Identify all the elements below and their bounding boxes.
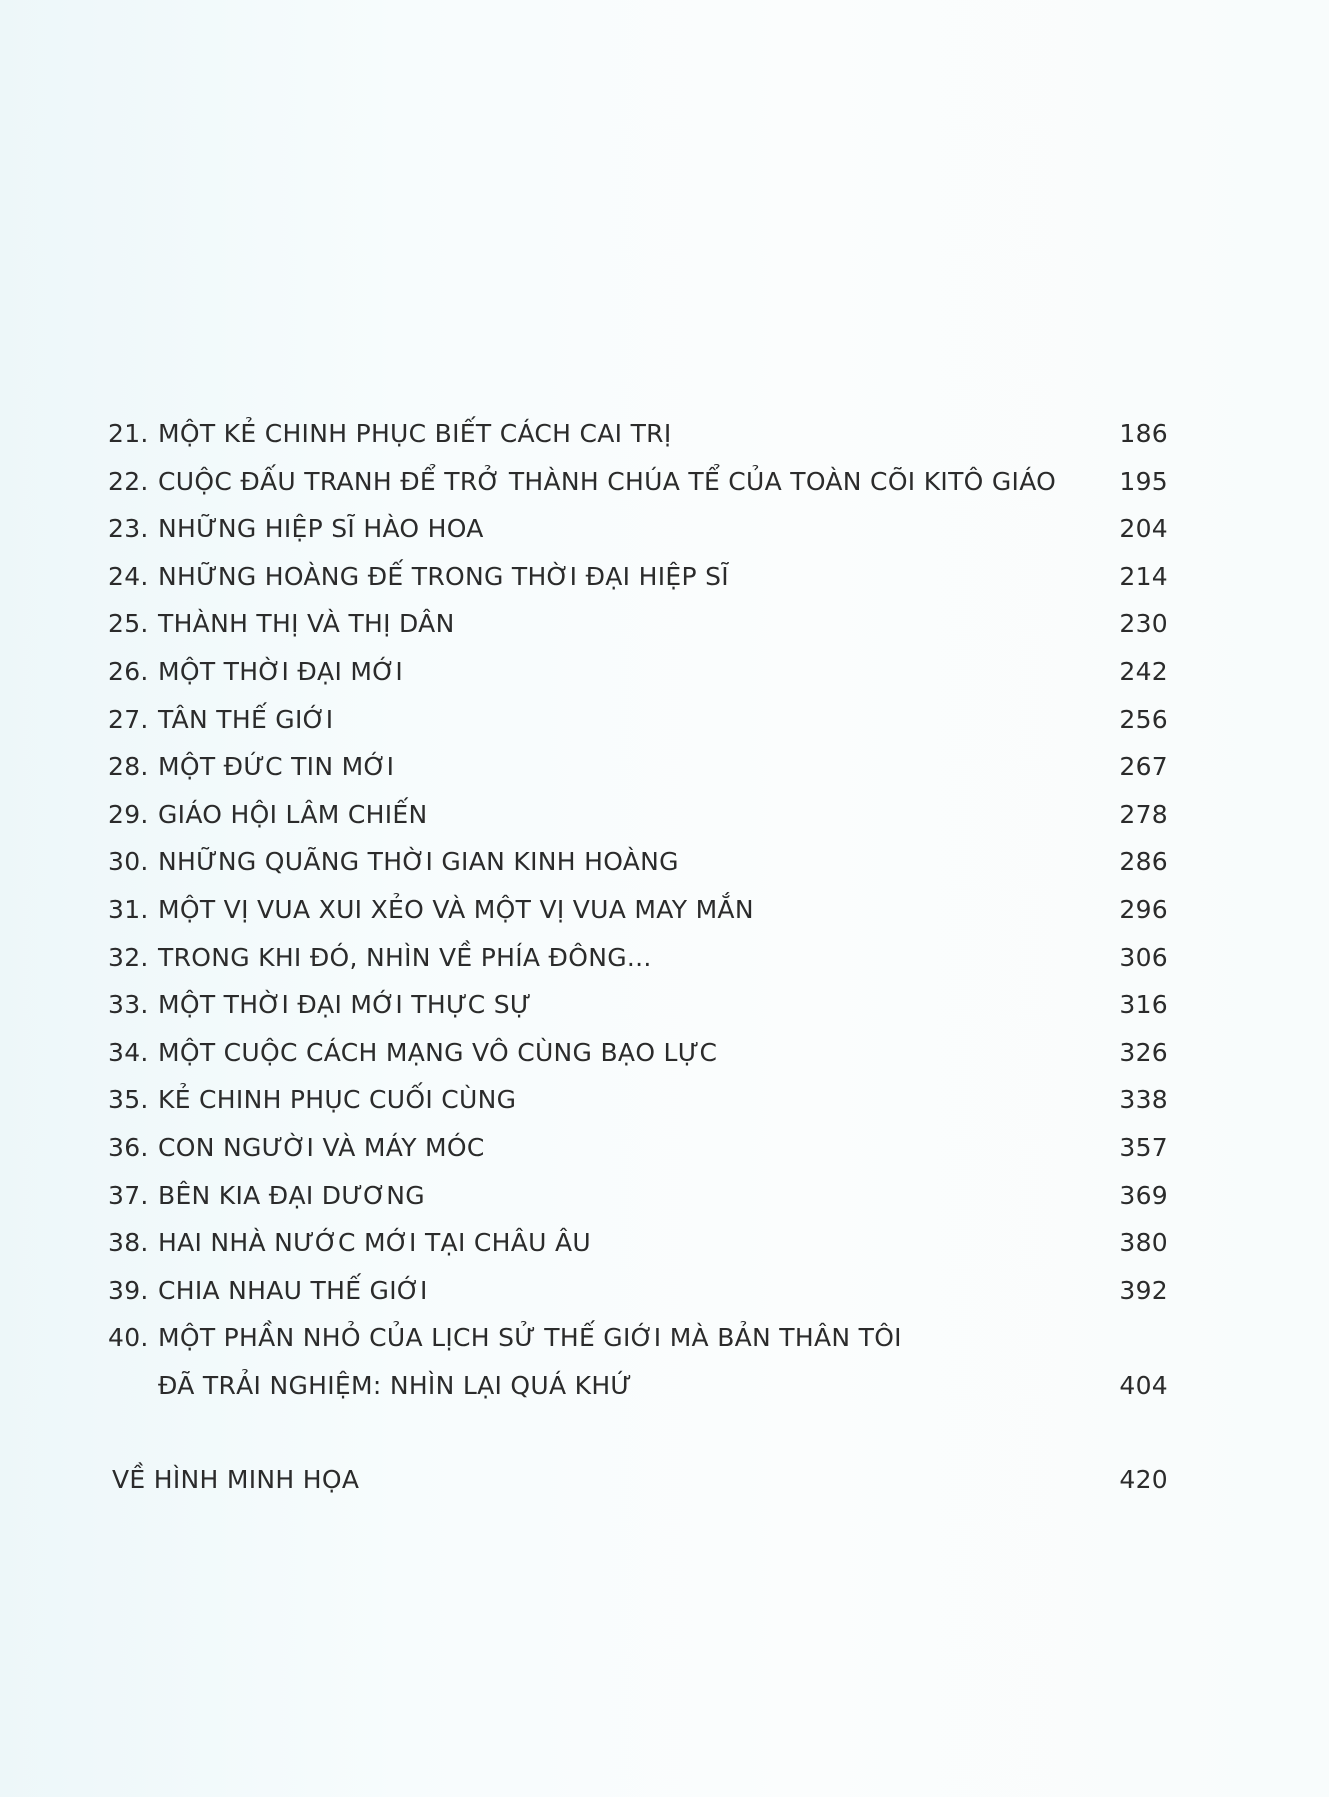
page-number: 242	[1119, 656, 1168, 686]
page-number: 186	[1119, 419, 1168, 448]
chapter-number: 27.	[108, 704, 149, 734]
chapter-title	[158, 1314, 902, 1409]
chapter-number: 35.	[108, 1085, 149, 1115]
chapter-number: 36.	[108, 1132, 149, 1162]
chapter-number: 21.	[108, 419, 149, 448]
table-of-contents	[108, 410, 1168, 1409]
chapter-title: TRONG KHI ĐÓ, NHÌN VỀ PHÍA ĐÔNG...	[158, 942, 652, 972]
page-number: 267	[1119, 752, 1168, 782]
toc-entry	[108, 791, 1168, 839]
toc-entry	[108, 410, 1168, 458]
page-number: 404	[1119, 1370, 1168, 1400]
toc-entry	[108, 1029, 1168, 1077]
chapter-title: BÊN KIA ĐẠI DƯƠNG	[158, 1180, 425, 1210]
toc-entry	[108, 886, 1168, 934]
toc-entry	[108, 1314, 1168, 1409]
chapter-title: KẺ CHINH PHỤC CUỐI CÙNG	[158, 1085, 517, 1115]
page-number: 392	[1119, 1275, 1168, 1305]
toc-entry	[108, 838, 1168, 886]
chapter-title: NHỮNG HOÀNG ĐẾ TRONG THỜI ĐẠI HIỆP SĨ	[158, 561, 729, 591]
chapter-title: CUỘC ĐẤU TRANH ĐỂ TRỞ THÀNH CHÚA TỂ CỦA TOÀN CÕI KITÔ GIÁO	[158, 466, 1057, 496]
chapter-title: CON NGƯỜI VÀ MÁY MÓC	[158, 1132, 485, 1162]
page-number: 204	[1119, 514, 1168, 544]
page-number: 326	[1119, 1037, 1168, 1067]
toc-entry	[108, 1076, 1168, 1124]
page-number: 296	[1119, 894, 1168, 924]
toc-entry	[108, 743, 1168, 791]
chapter-title: MỘT KẺ CHINH PHỤC BIẾT CÁCH CAI TRỊ	[158, 419, 672, 448]
page-number: 369	[1119, 1180, 1168, 1210]
chapter-title: CHIA NHAU THẾ GIỚI	[158, 1275, 428, 1305]
page-number: 316	[1119, 990, 1168, 1020]
chapter-number: 29.	[108, 799, 149, 829]
chapter-title: MỘT CUỘC CÁCH MẠNG VÔ CÙNG BẠO LỰC	[158, 1037, 718, 1067]
page-number: 256	[1119, 704, 1168, 734]
toc-entry	[108, 1124, 1168, 1172]
chapter-number: 33.	[108, 990, 149, 1020]
page-number: 357	[1119, 1132, 1168, 1162]
chapter-title: GIÁO HỘI LÂM CHIẾN	[158, 799, 428, 829]
chapter-number: 37.	[108, 1180, 149, 1210]
chapter-number: 23.	[108, 514, 149, 544]
chapter-number: 38.	[108, 1228, 149, 1258]
appendix-title: VỀ HÌNH MINH HỌA	[112, 1465, 360, 1494]
toc-entry	[108, 600, 1168, 648]
chapter-number: 32.	[108, 942, 149, 972]
chapter-number: 25.	[108, 609, 149, 639]
chapter-number: 39.	[108, 1275, 149, 1305]
chapter-title: NHỮNG HIỆP SĨ HÀO HOA	[158, 514, 484, 544]
page-number: 420	[1119, 1465, 1168, 1494]
toc-entry	[108, 505, 1168, 553]
chapter-number: 34.	[108, 1037, 149, 1067]
page-number: 278	[1119, 799, 1168, 829]
page-number: 338	[1119, 1085, 1168, 1115]
appendix-entry	[112, 1456, 1168, 1503]
page-number: 195	[1119, 466, 1168, 496]
chapter-title: MỘT VỊ VUA XUI XẺO VÀ MỘT VỊ VUA MAY MẮN	[158, 894, 754, 924]
chapter-title: THÀNH THỊ VÀ THỊ DÂN	[158, 609, 455, 639]
chapter-title: HAI NHÀ NƯỚC MỚI TẠI CHÂU ÂU	[158, 1228, 591, 1258]
chapter-title: MỘT THỜI ĐẠI MỚI THỰC SỰ	[158, 990, 532, 1020]
chapter-title: MỘT ĐỨC TIN MỚI	[158, 752, 395, 782]
page-number: 380	[1119, 1228, 1168, 1258]
toc-entry	[108, 1267, 1168, 1315]
page-number: 230	[1119, 609, 1168, 639]
chapter-number: 31.	[108, 894, 149, 924]
toc-entry	[108, 696, 1168, 744]
chapter-number: 40.	[108, 1323, 149, 1353]
toc-entry	[108, 981, 1168, 1029]
chapter-title: NHỮNG QUÃNG THỜI GIAN KINH HOÀNG	[158, 847, 679, 877]
toc-entry	[108, 1219, 1168, 1267]
page-number: 214	[1119, 561, 1168, 591]
chapter-number: 30.	[108, 847, 149, 877]
chapter-title-line-1: MỘT PHẦN NHỎ CỦA LỊCH SỬ THẾ GIỚI MÀ BẢN THÂN TÔI	[158, 1323, 902, 1353]
chapter-number: 28.	[108, 752, 149, 782]
toc-entry	[108, 648, 1168, 696]
toc-entry	[108, 1172, 1168, 1220]
chapter-number: 24.	[108, 561, 149, 591]
page-number: 306	[1119, 942, 1168, 972]
toc-entry	[108, 458, 1168, 506]
chapter-number: 26.	[108, 656, 149, 686]
toc-entry	[108, 553, 1168, 601]
toc-entry	[108, 934, 1168, 982]
chapter-number: 22.	[108, 466, 149, 496]
chapter-title: MỘT THỜI ĐẠI MỚI	[158, 656, 404, 686]
page-number: 286	[1119, 847, 1168, 877]
chapter-title: TÂN THẾ GIỚI	[158, 704, 334, 734]
chapter-title-line-2: ĐÃ TRẢI NGHIỆM: NHÌN LẠI QUÁ KHỨ	[158, 1370, 633, 1400]
